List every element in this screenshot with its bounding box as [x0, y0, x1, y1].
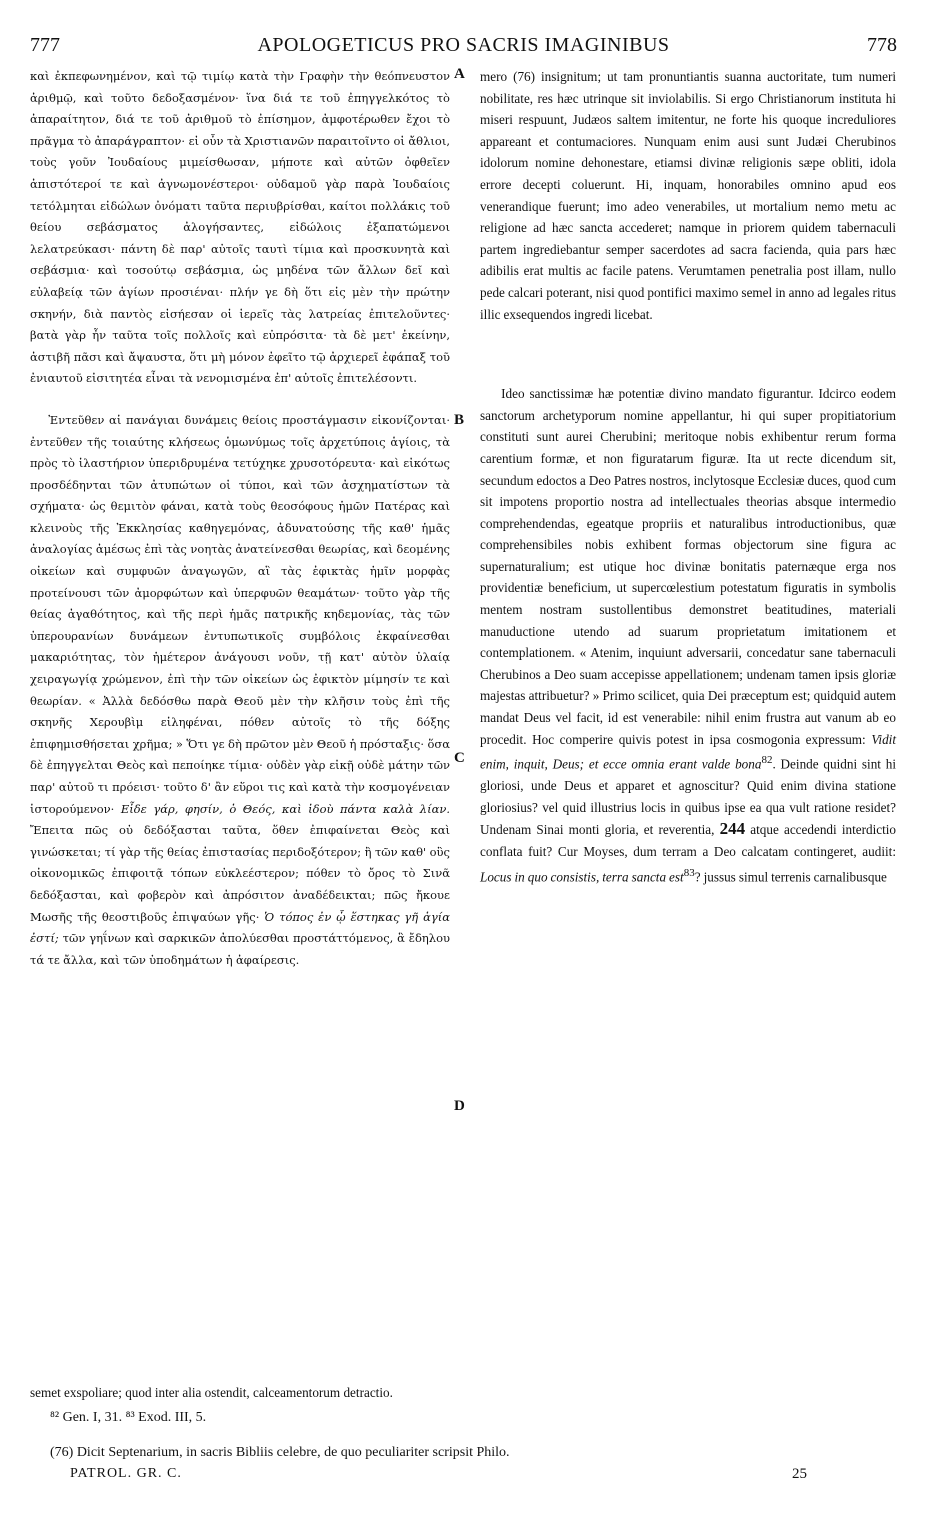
paragraph-gap: [30, 390, 450, 410]
footnote-ref-83: 83: [683, 866, 695, 879]
column-number-badge: 244: [719, 819, 746, 839]
section-marker-c: C: [454, 750, 465, 766]
running-header: [30, 34, 897, 64]
greek-p2-quote: Ὁ τόπος ἐν ᾧ ἕστηκας γῆ ἁγία ἐστί;: [30, 909, 451, 946]
series-signature: PATROL. GR. C.: [70, 1466, 182, 1481]
latin-p2-after-badge: atque accedendi interdictio conflata fuit? Cur Moyses, dum terram a Deo calcatam contingeret, audiit:: [480, 822, 897, 859]
greek-paragraph-1: καὶ ἐκπεφωνημένον, καὶ τῷ τιμίῳ κατὰ τὴν Γραφὴν τὴν θεόπνευστον ἀριθμῷ, καὶ τοῦτο δεδοξασμένον· ἵνα διά τε τοῦ ἐπηγγελκότος τὸ ἀπαραίτητον, διά τε τοῦ ἀριθμοῦ τὸ ἐπίσημον, ἀμφοτέρωθεν ἔχοι τὸ πρᾶγμα τὸ ἀπαράγραπτον· εἰ οὖν τὰ Χριστιανῶν παραιτοῖντο οἱ ἄθλιοι, τοὺς γοῦν Ἰουδαίους μιμείσθωσαν, μήποτε καὶ αὐτῶν ὀφθεῖεν ἀπιστότεροί τε καὶ ἀγνωμονέστεροι· οὐδαμοῦ γὰρ παρὰ Ἰουδαίοις τετόλμηται εἰδώλων ὀνόματι ταῦτα περιυβρίσθαι, καίτοι πολλάκις τοῦ θείου σεβάσματος ἀλογήσαντες, εἰδώλοις ἐξαπατώμενοι λελατρεύκασι· πάντη δὲ παρ' αὐτοῖς ταυτὶ τίμια καὶ προσκυνητὰ καὶ σεβάσμια· καὶ τοσούτῳ σεβάσμια, ὡς μηδένα τῶν ἄλλων δεῖ καὶ εὐλαβείᾳ τῶν ἁγίων προσιέναι· πλήν γε δὴ ὅτι εἰς μὲν τὴν πρώτην σκηνήν, διὰ παντὸς εἰσήεσαν οἱ ἱερεῖς τὰς λατρείας ἐπιτελοῦντες· βατὰ γὰρ ἦν ταῦτα τοῖς πολλοῖς καὶ εὐπρόσιτα· τὰ δὲ μετ' ἐκείνην, ἀστιβῆ πᾶσι καὶ ἄψαυστα, ὅτι μὴ μόνον ἐφεῖτο τῷ ἀρχιερεῖ ἐφάπαξ τοῦ ἐνιαυτοῦ εἰσιτητέα εἶναι τὰ νενομισμένα ἐπ' αὐτοῖς ἐπιτελέσοντι.: [30, 69, 450, 386]
latin-paragraph-1: mero (76) insignitum; ut tam pronuntiantis suanna auctoritate, tum numeri nobilitate, res hæc utrinque sit inviolabilis. Si ergo Christianorum instituta hi miseri respuunt, Judæos saltem imitentur, ne forte his quoque increduliores appareant et contumaciores. Nunquam enim ausi sunt Judæi Cherubinos idolorum nomine dehonestare, etiamsi divinæ religionis sæpe obliti, idola errore decepti coluerunt. Hi, inquam, honorabiles omnino apud eos venerandique fuerunt; imo adeo venerabiles, ut mortalium nemo metu ac religione ad hæc sancta accederet; namque in priorem quidem tabernaculi partem ingrediebantur semper sacerdotes ad sacra facienda, quia pars hæc adibilis erat multis ac facile patens. Verumtamen penetralia post illam, nullo pede calcari poterant, nisi quod pontifici maximo semel in anno ad legales ritus illic exsequendos ingredi licebat.: [480, 69, 896, 322]
footnote-ref-82: 82: [761, 754, 773, 767]
page-number-left: 777: [30, 34, 60, 56]
greek-column: [30, 66, 450, 971]
latin-p2-quote: Locus in quo consistis, terra sancta est: [480, 868, 684, 884]
latin-p2-italic: Vidit enim, inquit, Deus; et ecce omnia erant valde bona: [480, 731, 896, 772]
section-marker-a: A: [454, 66, 465, 82]
greek-p2-text: Ἐντεῦθεν αἱ πανάγιαι δυνάμεις θείοις προστάγμασιν εἰκονίζονται· ἐντεῦθεν τῆς τοιαύτης κλήσεως ὁμωνύμως τοῖς ἀρχετύποις ἁγίοις, τὰ πρὸς τὸ ἱλαστήριον ὑπεριδρυμένα τετύχηκε χρυσοτόρευτα· καὶ εἰκότως προσδέδηνται τῶν ἀτυπώτων οἱ τύποι, καὶ τῶν ἀσχηματίστων τὰ σχήματα· ὡς θεμιτὸν φάναι, κατὰ τοὺς θεοσόφους ἡμῶν Πατέρας καὶ κλεινοὺς τῆς Ἐκκλησίας καθηγεμόνας, ἀδυνατούσης τῆς καθ' ἡμᾶς ἀναλογίας ἀμέσως ἐπὶ τὰς νοητὰς ἀνατείνεσθαι θεωρίας, καὶ δεομένης οἰκείων καὶ συμφυῶν ἀναγωγῶν, αἳ τὰς ἐφικτὰς ἡμῖν μορφὰς προτείνουσι τῶν ἀμορφώτων καὶ ὑπερφυῶν θεαμάτων· τοῦτο γὰρ τῆς θείας ἀγαθότητος, καὶ τῆς περὶ ἡμᾶς πατρικῆς κηδεμονίας, τὰς τῶν ὑπερουρανίων δυνάμεων ἐντυπωτικοῖς συμβόλοις ἐκφαίνεσθαι μακαριότητας, τὸν ἡμέτερον ἀνάγουσι νοῦν, τῇ κατ' αὐτὸν ὑλαίᾳ χειραγωγίᾳ χρώμενον, ἐπὶ τὴν τῶν οἰκείων ὡς ἐφικτὸν μίμησίν τε καὶ θεωρίαν. « Ἀλλὰ δεδόσθω παρὰ Θεοῦ μὲν τὴν κλῆσιν τοὺς ἐπὶ τῆς σκηνῆς Χερουβὶμ εἰληφέναι, πόθεν αὐτοῖς τὸ τῆς δόξης ἐπιφημισθήσεται χρῆμα; » Ὅτι γε δὴ πρῶτον μὲν Θεοῦ ἡ πρόσταξις· ὅσα δὲ ἐπηγγελται Θεὸς καὶ πεποίηκε τίμια· οὐδὲν γὰρ εἰκῇ οὐδὲ μάτην τῶν παρ' αὐτοῦ τι πρόεισι· τοῦτο δ' ἂν εὕροι τις καὶ κατὰ τὴν κοσμογένειαν ἱστορούμενον·: [30, 412, 450, 816]
footnote-references: ⁸² Gen. I, 31. ⁸³ Exod. III, 5.: [50, 1410, 207, 1425]
shared-last-line: semet exspoliare; quod inter alia ostendit, calceamentorum detractio.: [30, 1385, 393, 1400]
page-number-right: 778: [867, 34, 897, 56]
latin-p2-mid: . Deinde quidni sint hi gloriosi, unde Deus et apparet et agnoscitur? Quid enim divina statione gloriosius? vel quid illustrius locis in quibus ipse ea qua vult ratione residet? Undenam Sinai monti gloria, et reverentia,: [480, 756, 896, 838]
greek-p2-rest: Ἔπειτα πῶς οὐ δεδόξασται ταῦτα, ὅθεν ἐπιφαίνεται Θεὸς καὶ γινώσκεται; τί γὰρ τῆς θείας ἐπιστασίας περιδοξότερον; ἢ τῶν καθ' οὓς οἰκονομικῶς ἐπιφοιτᾷ τόπων εὐκλεέστερον; πόθεν τὸ ὄρος τὸ Σινᾶ δεδόξασται, καὶ φοβερὸν καὶ ἀπρόσιτον ἀναδέδεικται; πῶς ἤκουε Μωσῆς τῆς θεοστιβοῦς ἐπιψαύων γῆς·: [30, 823, 450, 924]
latin-p2-text: Ideo sanctissimæ hæ potentiæ divino mandato figurantur. Idcirco eodem sanctorum archetyporum nomine appellantur, hi qui super propitiatorium constituti sunt aurei Cherubini; meritoque nobis exhibentur rerum forma carentium formæ, et non figuratarum figuræ. Ita ut recte dicendum sit, secundum edoctos a Deo Patres nostros, inclytosque Ecclesiæ duces, quod cum sit impotens proportio nostra ad intellectuales theorias absque intermedio comprehendendas, egeatque propriis et naturalibus introductionibus, quæ comprehensibiles nobis exhibent formas objectorum sine figura ac supernaturalium; est utique hoc divinæ bonitatis paternæque erga nos providentiæ beneficium, ut supercœlestium potestatum figuratis in symbolis mentem nostram sustollentibus demonstret beatitudines, materiali manuductione utendo ad suarum proprietatum imitationem et contemplationem. « Atenim, inquiunt adversarii, concedatur sane tabernaculi Cherubinos a Deo suam accepisse appellationem; undenam tamen ipsis gloriæ majestas attribuetur? » Primo scilicet, quia Dei præceptum est; quidquid autem mandat Deus vel facit, id est venerabile: nihil enim frustra aut vanum ab eo procedit. Hoc comperire quivis potest in ipsa cosmogonia expressum:: [480, 386, 896, 747]
running-title: APOLOGETICUS PRO SACRIS IMAGINIBUS: [257, 34, 670, 56]
greek-paragraph-2: [30, 410, 450, 971]
section-marker-d: D: [454, 1098, 465, 1114]
section-marker-b: B: [454, 412, 465, 428]
latin-column: [480, 66, 896, 888]
latin-p2-end: ? jussus simul terrenis carnalibusque: [694, 868, 887, 884]
gathering-signature: 25: [792, 1466, 807, 1482]
greek-p2-end: τῶν γηΐνων καὶ σαρκικῶν ἀπολύεσθαι προστάττόμενος, ἃ ἔδηλου τά τε ἄλλα, καὶ τῶν ὑποδημάτων ἡ ἀφαίρεσις.: [30, 931, 450, 967]
greek-p2-italic-quote: Εἶδε γάρ, φησίν, ὁ Θεός, καὶ ἰδοὺ πάντα καλὰ λίαν.: [120, 801, 451, 816]
footnote-76: (76) Dicit Septenarium, in sacris Bibliis celebre, de quo peculiariter scripsit Philo.: [50, 1445, 510, 1460]
latin-paragraph-2: [480, 383, 896, 887]
